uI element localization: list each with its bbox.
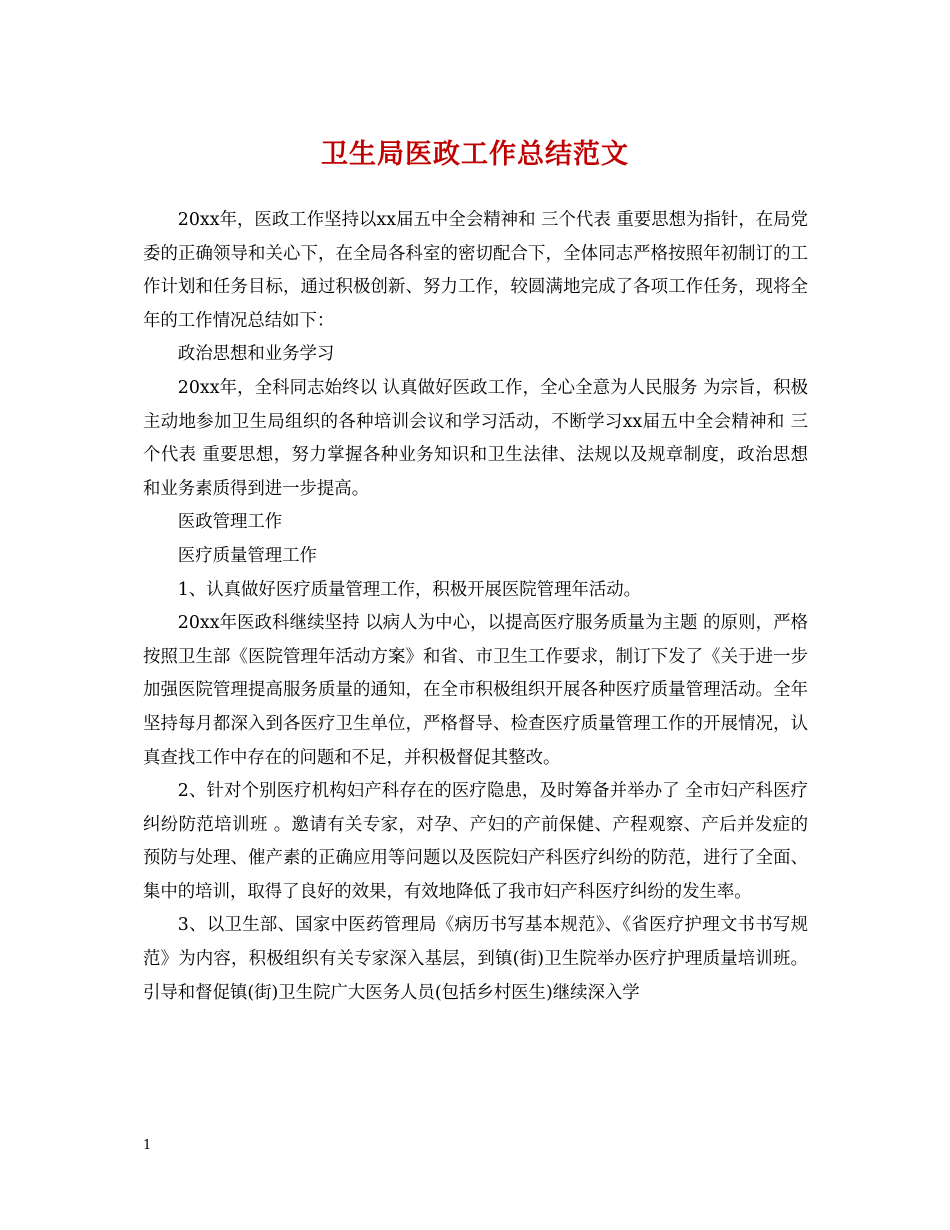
- document-body: [143, 204, 808, 1010]
- paragraph-item-2: 2、针对个别医疗机构妇产科存在的医疗隐患，及时筹备并举办了 全市妇产科医疗纠纷防范培训班 。邀请有关专家，对孕、产妇的产前保健、产程观察、产后并发症的预防与处理、催产素的正确应用等问题以及医院妇产科医疗纠纷的防范，进行了全面、集中的培训，取得了良好的效果，有效地降低了我市妇产科医疗纠纷的发生率。: [143, 781, 808, 902]
- heading-political-study: 政治思想和业务学习: [177, 344, 335, 365]
- heading-quality-management: 医疗质量管理工作: [177, 545, 317, 566]
- paragraph-item-3: 3、以卫生部、国家中医药管理局《病历书写基本规范》、《省医疗护理文书书写规范》为内容，积极组织有关专家深入基层，到镇(街)卫生院举办医疗护理质量培训班。引导和督促镇(街)卫生院广大医务人员(包括乡村医生)继续深入学: [143, 915, 808, 1003]
- heading-medical-administration: 医政管理工作: [177, 512, 283, 533]
- page-number: 1: [143, 1138, 152, 1153]
- paragraph-item-1: 1、认真做好医疗质量管理工作，积极开展医院管理年活动。: [177, 579, 642, 600]
- paragraph-intro: 20xx年，医政工作坚持以xx届五中全会精神和 三个代表 重要思想为指针，在局党委的正确领导和关心下，在全局各科室的密切配合下，全体同志严格按照年初制订的工作计划和任务目标，通过积极创新、努力工作，较圆满地完成了各项工作任务，现将全年的工作情况总结如下：: [143, 210, 808, 331]
- paragraph-quality-detail: 20xx年医政科继续坚持 以病人为中心，以提高医疗服务质量为主题 的原则，严格按照卫生部《医院管理年活动方案》和省、市卫生工作要求，制订下发了《关于进一步加强医院管理提高服务质量的通知，在全市积极组织开展各种医疗质量管理活动。全年坚持每月都深入到各医疗卫生单位，严格督导、检查医疗质量管理工作的开展情况，认真查找工作中存在的问题和不足，并积极督促其整改。: [143, 613, 808, 768]
- paragraph-political-study: 20xx年，全科同志始终以 认真做好医政工作，全心全意为人民服务 为宗旨，积极主动地参加卫生局组织的各种培训会议和学习活动，不断学习xx届五中全会精神和 三个代表 重要思想，努力掌握各种业务知识和卫生法律、法规以及规章制度，政治思想和业务素质得到进一步提高。: [143, 377, 808, 499]
- document-title: 卫生局医政工作总结范文: [321, 139, 629, 170]
